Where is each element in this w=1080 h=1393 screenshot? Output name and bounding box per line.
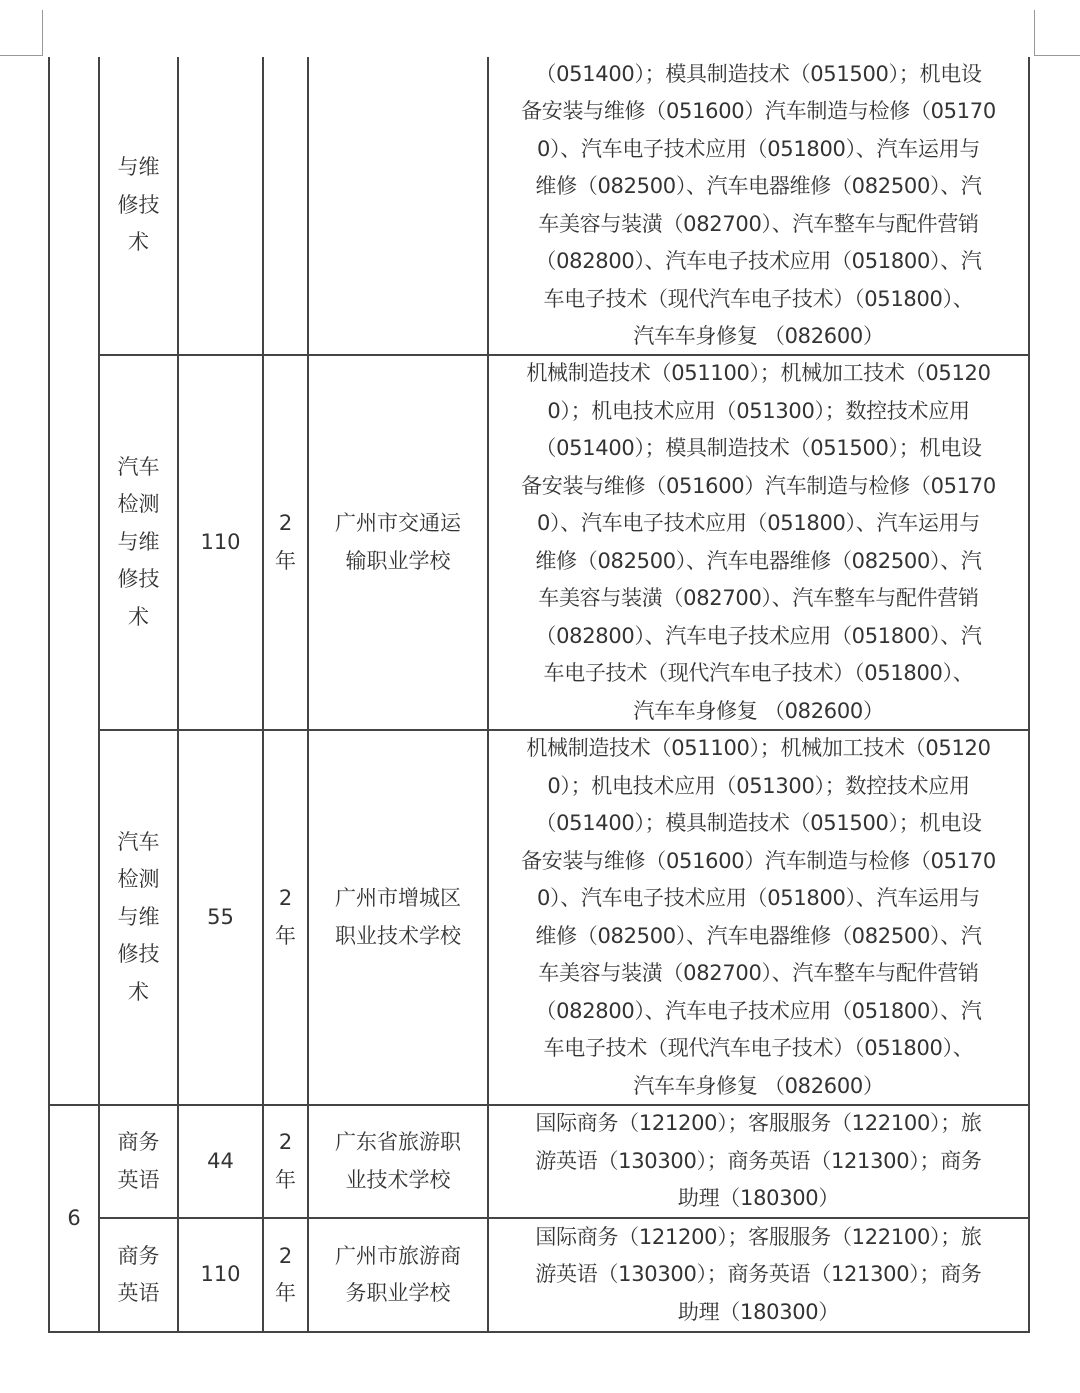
count-cell: 55 [207,904,234,929]
major-cell: 汽车 检测 与维 修技 术 [117,829,160,1004]
school-cell: 广州市交通运 输职业学校 [335,511,461,573]
count-cell: 44 [207,1148,234,1173]
requirements-cell: 国际商务（121200）；客服服务（122100）；旅 游英语（130300）；商务英语（121300）；商务 助理（180300） [535,1224,982,1324]
school-cell: 广东省旅游职 业技术学校 [335,1130,461,1192]
major-cell: 商务 英语 [117,1130,160,1192]
count-cell: 110 [200,1262,241,1287]
table-border-bottom [48,1331,1030,1333]
school-cell: 广州市增城区 职业技术学校 [335,886,461,948]
requirements-cell: （051400）；模具制造技术（051500）；机电设 备安装与维修（051600）汽车制造与检修（05170 0）、汽车电子技术应用（051800）、汽车运用与 维修（082500）、汽车电器维修（082500）、汽 车美容与装潢（082700）、汽车整车与配件营销 （082800）、汽车电子技术应用（051800）、汽 车电子技术（现代汽车电子技术）（051800）、 汽车车身修复 （082600） [521,61,996,348]
requirements-cell: 机械制造技术（051100）；机械加工技术（05120 0）；机电技术应用（051300）；数控技术应用 （051400）；模具制造技术（051500）；机电设 备安装与维修（051600）汽车制造与检修（05170 0）、汽车电子技术应用（051800）、汽车运用与 维修（082500）、汽车电器维修（082500）、汽 车美容与装潢（082700）、汽车整车与配件营销 （082800）、汽车电子技术应用（051800）、汽 车电子技术（现代汽车电子技术）（051800）、 汽车车身修复 （082600） [521,361,996,723]
crop-mark-top-right [1034,10,1080,56]
count-cell: 110 [200,529,241,554]
major-cell: 汽车 检测 与维 修技 术 [117,454,160,629]
school-cell: 广州市旅游商 务职业学校 [335,1243,461,1305]
years-cell: 2 年 [275,1243,296,1305]
years-cell: 2 年 [275,1130,296,1192]
requirements-cell: 国际商务（121200）；客服服务（122100）；旅 游英语（130300）；商务英语（121300）；商务 助理（180300） [535,1111,982,1211]
major-cell: 与维 修技 术 [117,155,160,255]
table-border-right [1028,57,1030,1333]
group-number: 6 [67,1205,81,1230]
years-cell: 2 年 [275,511,296,573]
years-cell: 2 年 [275,886,296,948]
crop-mark-top-left [0,10,43,56]
requirements-cell: 机械制造技术（051100）；机械加工技术（05120 0）；机电技术应用（051300）；数控技术应用 （051400）；模具制造技术（051500）；机电设 备安装与维修（051600）汽车制造与检修（05170 0）、汽车电子技术应用（051800）、汽车运用与 维修（082500）、汽车电器维修（082500）、汽 车美容与装潢（082700）、汽车整车与配件营销 （082800）、汽车电子技术应用（051800）、汽 车电子技术（现代汽车电子技术）（051800）、 汽车车身修复 （082600） [521,736,996,1098]
major-cell: 商务 英语 [117,1243,160,1305]
